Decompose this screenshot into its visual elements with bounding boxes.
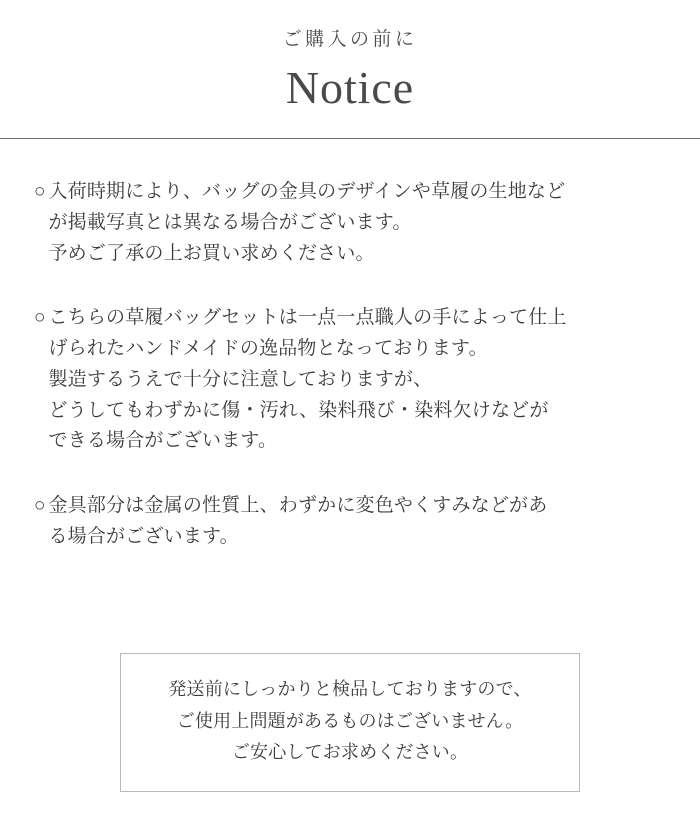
note-line: どうしてもわずかに傷・汚れ、染料飛び・染料欠けなどが — [48, 399, 549, 421]
note-line: 金具部分は金属の性質上、わずかに変色やくすみなどがあ — [48, 495, 548, 517]
reassurance-line: ご安心してお求めください。 — [231, 742, 469, 762]
page-header — [0, 0, 700, 116]
reassurance-line: 発送前にしっかりと検品しておりますので、 — [168, 679, 532, 699]
note-body — [48, 177, 565, 269]
note-line: る場合がございます。 — [48, 525, 239, 547]
note-line: 製造するうえで十分に注意しておりますが、 — [48, 368, 433, 390]
note-item — [34, 491, 666, 553]
reassurance-box — [120, 653, 580, 792]
circle-bullet-icon: ○ — [34, 495, 46, 517]
page-title: Notice — [285, 61, 415, 113]
reassurance-line: ご使用上問題があるものはございません。 — [176, 710, 524, 731]
circle-bullet-icon: ○ — [34, 307, 46, 329]
circle-bullet-icon: ○ — [34, 181, 46, 202]
note-body — [48, 303, 566, 457]
note-body — [48, 491, 547, 553]
note-item — [34, 177, 666, 269]
note-line: 予めご了承の上お買い求めください。 — [48, 242, 375, 264]
note-line: げられたハンドメイドの逸品物となっております。 — [48, 338, 488, 360]
notes-list — [0, 139, 700, 553]
note-line: こちらの草履バッグセットは一点一点職人の手によって仕上 — [48, 307, 567, 329]
note-line: できる場合がございます。 — [48, 430, 278, 452]
note-line: が掲載写真とは異なる場合がございます。 — [48, 211, 412, 233]
footer-box-wrapper — [0, 653, 700, 792]
note-line: 入荷時期により、バッグの金具のデザインや草履の生地など — [48, 181, 566, 202]
note-item — [34, 303, 666, 457]
header-subtitle-ja: ご購入の前に — [282, 29, 418, 50]
